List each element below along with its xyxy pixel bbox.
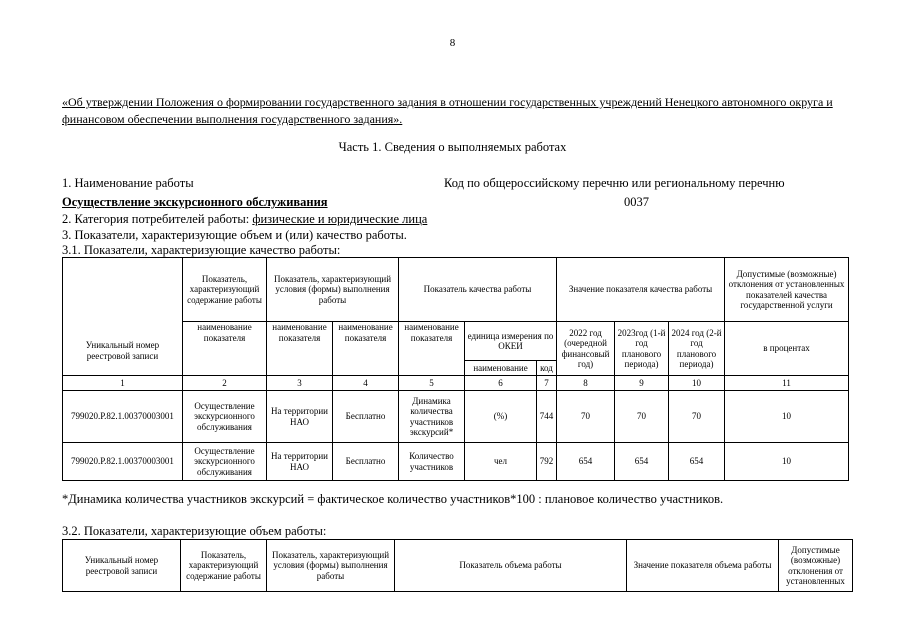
quality-heading: 3.1. Показатели, характеризующие качество работы: — [62, 243, 341, 257]
header-year-2022: 2022 год (очередной финансовый год) — [557, 322, 615, 376]
cell-content: Осуществление экскурсионного обслуживания — [183, 391, 267, 443]
header-content: Показатель, характеризующий содержание работы — [181, 540, 267, 592]
volume-heading: 3.2. Показатели, характеризующие объем работы: — [62, 524, 327, 538]
header-values: Значение показателя объема работы — [627, 540, 779, 592]
cell-unit-code: 744 — [537, 391, 557, 443]
cell-value-2024: 654 — [669, 443, 725, 481]
cell-registry: 799020.Р.82.1.00370003001 — [63, 391, 183, 443]
header-registry: Уникальный номер реестровой записи — [63, 258, 183, 376]
header-registry: Уникальный номер реестровой записи — [63, 540, 181, 592]
column-number: 8 — [557, 376, 615, 391]
header-name-3: наименование показателя — [333, 322, 399, 376]
header-quality: Показатель качества работы — [399, 258, 557, 322]
column-number: 10 — [669, 376, 725, 391]
indicators-heading: 3. Показатели, характеризующие объем и (или) качество работы. — [62, 228, 407, 242]
header-volume: Показатель объема работы — [395, 540, 627, 592]
volume-indicators-table — [62, 539, 853, 592]
cell-registry: 799020.Р.82.1.00370003001 — [63, 443, 183, 481]
consumers-line — [62, 212, 427, 227]
header-conditions: Показатель, характеризующий условия (формы) выполнения работы — [267, 258, 399, 322]
column-number: 11 — [725, 376, 849, 391]
table-row — [63, 443, 849, 481]
cell-territory: На территории НАО — [267, 391, 333, 443]
work-name-label: 1. Наименование работы — [62, 176, 194, 190]
cell-unit-code: 792 — [537, 443, 557, 481]
code-label: Код по общероссийскому перечню или региональному перечню — [444, 176, 785, 190]
column-number: 2 — [183, 376, 267, 391]
cell-territory: На территории НАО — [267, 443, 333, 481]
header-year-2023: 2023год (1-й год планового периода) — [615, 322, 669, 376]
header-unit-name: наименование — [465, 361, 537, 376]
header-name-1: наименование показателя — [183, 322, 267, 376]
header-name-2: наименование показателя — [267, 322, 333, 376]
code-value: 0037 — [624, 195, 649, 209]
cell-indicator: Количество участников — [399, 443, 465, 481]
header-content: Показатель, характеризующий содержание работы — [183, 258, 267, 322]
cell-unit-name: чел — [465, 443, 537, 481]
cell-value-2023: 654 — [615, 443, 669, 481]
header-year-2024: 2024 год (2-й год планового периода) — [669, 322, 725, 376]
header-unit: единица измерения по ОКЕИ — [465, 322, 557, 361]
consumers-prefix: 2. Категория потребителей работы: — [62, 212, 253, 226]
header-unit-code: код — [537, 361, 557, 376]
quality-indicators-table — [62, 257, 849, 481]
column-number: 6 — [465, 376, 537, 391]
cell-deviation: 10 — [725, 443, 849, 481]
header-name-4: наименование показателя — [399, 322, 465, 376]
cell-content: Осуществление экскурсионного обслуживания — [183, 443, 267, 481]
cell-indicator: Динамика количества участников экскурсий* — [399, 391, 465, 443]
table-row — [63, 391, 849, 443]
column-number: 1 — [63, 376, 183, 391]
cell-value-2024: 70 — [669, 391, 725, 443]
footnote: *Динамика количества участников экскурсий = фактическое количество участников*100 : плановое количество участников. — [62, 492, 724, 506]
cell-value-2022: 70 — [557, 391, 615, 443]
cell-unit-name: (%) — [465, 391, 537, 443]
cell-deviation: 10 — [725, 391, 849, 443]
consumers-value: физические и юридические лица — [252, 212, 428, 226]
column-number: 9 — [615, 376, 669, 391]
cell-form: Бесплатно — [333, 443, 399, 481]
work-name: Осуществление экскурсионного обслуживания — [62, 195, 328, 209]
column-number: 7 — [537, 376, 557, 391]
column-number: 3 — [267, 376, 333, 391]
header-conditions: Показатель, характеризующий условия (формы) выполнения работы — [267, 540, 395, 592]
cell-value-2022: 654 — [557, 443, 615, 481]
header-deviation: Допустимые (возможные) отклонения от установленных — [779, 540, 853, 592]
header-deviation: Допустимые (возможные) отклонения от установленных показателей качества государственной услуги — [725, 258, 849, 322]
part-title: Часть 1. Сведения о выполняемых работах — [338, 140, 567, 154]
column-number: 4 — [333, 376, 399, 391]
header-percent: в процентах — [725, 322, 849, 376]
cell-value-2023: 70 — [615, 391, 669, 443]
column-number: 5 — [399, 376, 465, 391]
cell-form: Бесплатно — [333, 391, 399, 443]
resolution-title: «Об утверждении Положения о формировании государственного задания в отношении государственных учреждений Ненецкого автономного округа и финансовом обеспечении выполнения государственного задания». — [62, 95, 833, 126]
header-values: Значение показателя качества работы — [557, 258, 725, 322]
page-number: 8 — [449, 37, 456, 49]
